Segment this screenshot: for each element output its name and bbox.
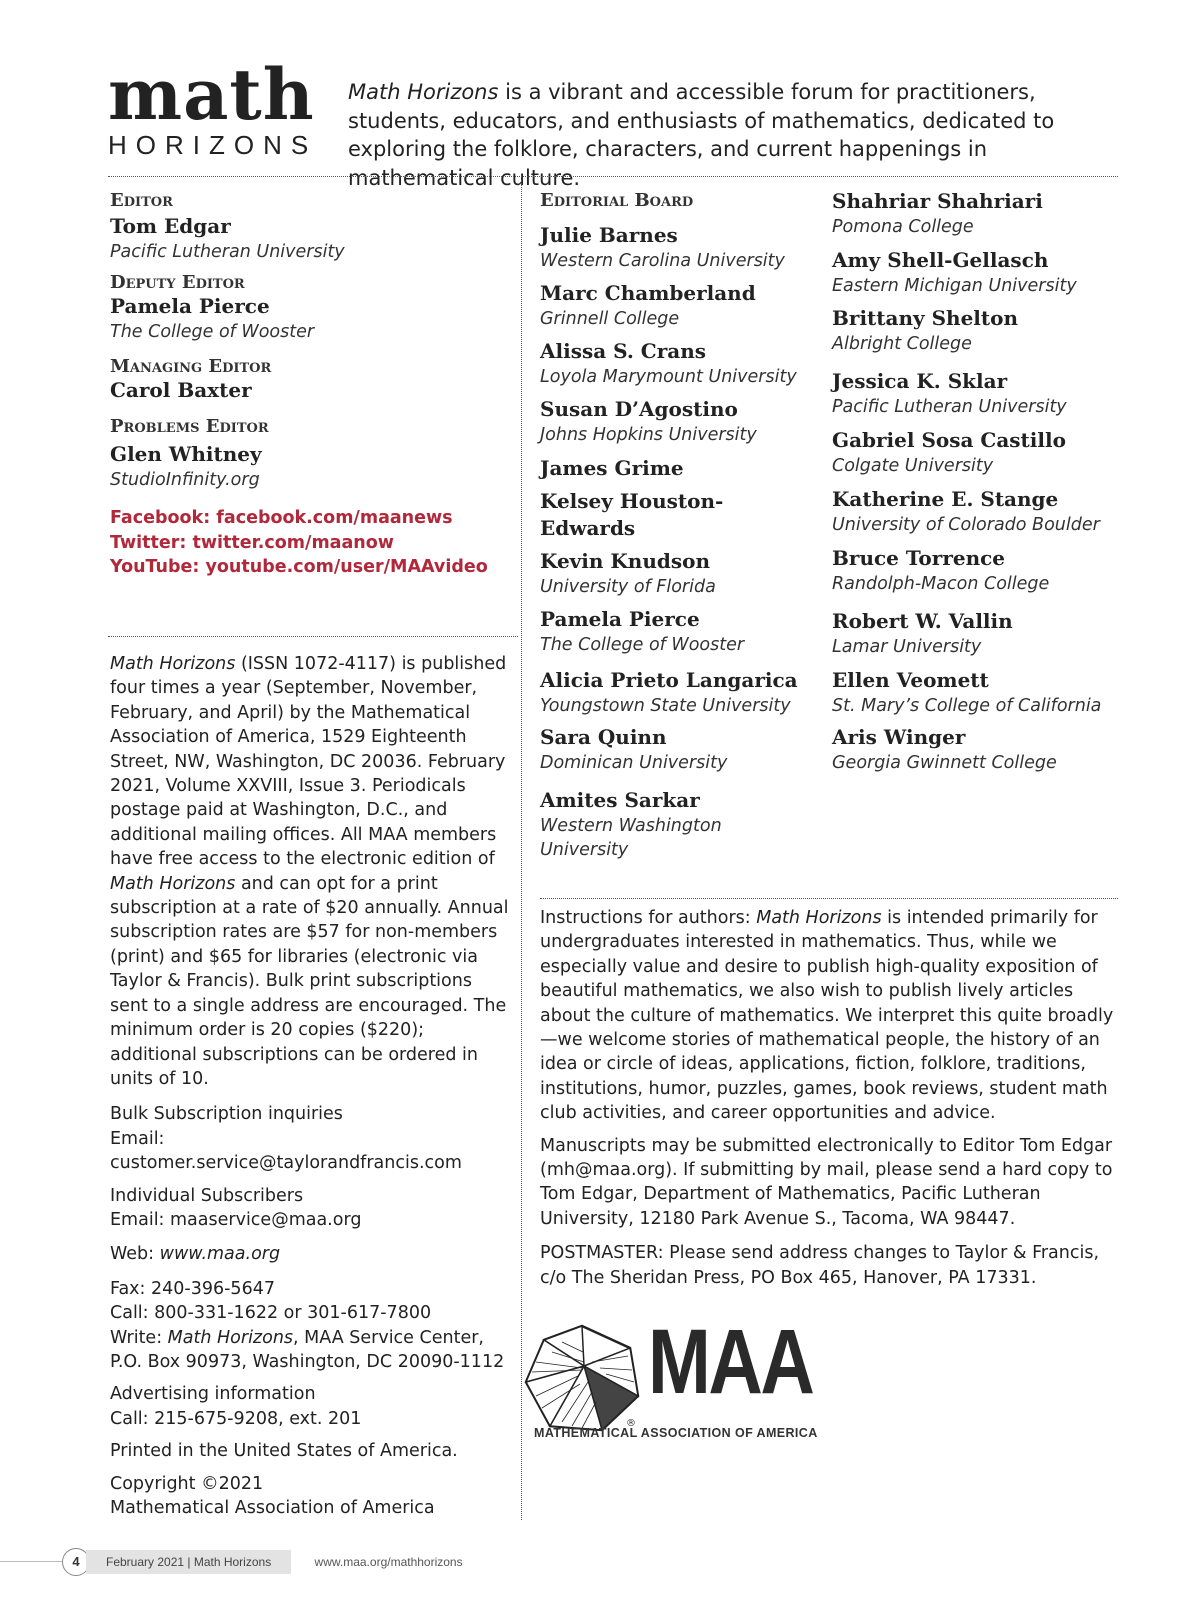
contact-block [110, 1277, 510, 1375]
column-divider [521, 180, 522, 1520]
web-url[interactable]: www.maa.org [159, 1244, 281, 1265]
maa-caption: MATHEMATICAL ASSOCIATION OF AMERICA [534, 1426, 818, 1440]
individual-subscribers [110, 1184, 510, 1233]
board-member [832, 608, 1122, 659]
board-member [540, 455, 810, 482]
maa-logo [522, 1311, 822, 1442]
instructions-paragraph [540, 906, 1118, 1126]
board-member [832, 368, 1122, 419]
board-member-affiliation: Dominican University [540, 753, 728, 773]
editor-name: Tom Edgar [110, 214, 231, 238]
adv-call: Call: 215-675-9208, ext. 201 [110, 1408, 362, 1429]
intro-title: Math Horizons [348, 80, 499, 104]
board-member-affiliation: Grinnell College [540, 309, 680, 329]
board-member-name: Alicia Prieto Langarica [540, 668, 798, 692]
facebook-link[interactable]: Facebook: facebook.com/maanews [110, 508, 453, 528]
advertising-block [110, 1382, 510, 1431]
page-number: 4 [62, 1548, 90, 1576]
intro-paragraph [348, 78, 1118, 192]
board-member [540, 667, 810, 718]
instr-a: Instructions for authors: [540, 908, 757, 928]
editor-affiliation: The College of Wooster [110, 322, 315, 342]
board-member-name: Katherine E. Stange [832, 487, 1059, 511]
polyhedron-icon [522, 1322, 642, 1434]
board-member-name: Shahriar Shahriari [832, 189, 1043, 213]
board-member-affiliation: Georgia Gwinnett College [832, 753, 1057, 773]
board-member-name: Robert W. Vallin [832, 609, 1013, 633]
indiv-email[interactable]: Email: maaservice@maa.org [110, 1209, 362, 1230]
fax: Fax: 240-396-5647 [110, 1278, 275, 1299]
board-member [540, 606, 810, 657]
editor-role: Managing Editor [110, 356, 272, 377]
write-title: Math Horizons [167, 1327, 294, 1348]
editor-role: Problems Editor [110, 416, 269, 437]
adv-label: Advertising information [110, 1384, 316, 1405]
registered-mark: ® [626, 1418, 636, 1429]
editors-block [110, 190, 510, 580]
board-member-affiliation: Colgate University [832, 456, 994, 476]
board-member-name: Kevin Knudson [540, 549, 710, 573]
instr-b: is intended primarily for undergraduates interested in mathematics. Thus, while we especially value and desire to publish high-quality exposition of beautiful mathematics, we also wish to publish lively articles about the culture of mathematics. We interpret this quite broadly—we welcome stories of mathematical people, the history of an idea or circle of ideas, applications, fiction, folklore, traditions, institutions, humor, puzzles, games, book reviews, student math club activities, and career opportunities and advice. [540, 908, 1114, 1124]
copyright: Copyright ©2021 [110, 1473, 264, 1494]
board-member-affiliation: Randolph-Macon College [832, 574, 1050, 594]
logo-math-word: math [108, 53, 315, 136]
call: Call: 800-331-1622 or 301-617-7800 [110, 1303, 432, 1324]
board-member-name: Gabriel Sosa Castillo [832, 428, 1066, 452]
board-member [832, 427, 1122, 478]
board-member-name: Jessica K. Sklar [832, 369, 1008, 393]
board-member-name: Alissa S. Crans [540, 339, 707, 363]
editor-affiliation: StudioInfinity.org [110, 470, 260, 490]
editor-name: Carol Baxter [110, 378, 252, 402]
board-member [832, 667, 1122, 718]
board-member-name: Julie Barnes [540, 223, 678, 247]
logo-horizons-word: HORIZONS [108, 130, 318, 160]
board-member [832, 724, 1122, 775]
board-member-affiliation: Pacific Lutheran University [832, 397, 1067, 417]
board-member-name: Kelsey Houston-Edwards [540, 489, 724, 540]
board-member-name: James Grime [540, 456, 684, 480]
board-member-affiliation: Lamar University [832, 637, 982, 657]
publication-paragraph [110, 652, 510, 1091]
web-label: Web: [110, 1244, 160, 1265]
copyright-block [110, 1472, 510, 1521]
indiv-label: Individual Subscribers [110, 1185, 304, 1206]
board-member-affiliation: Western Washington University [540, 816, 722, 860]
editor-entry [110, 190, 510, 264]
instr-title: Math Horizons [756, 908, 882, 928]
board-column-1 [540, 222, 810, 862]
board-member-name: Ellen Veomett [832, 668, 989, 692]
board-member [832, 545, 1122, 596]
board-member-name: Aris Winger [832, 725, 966, 749]
left-divider [108, 636, 518, 637]
board-member-affiliation: Johns Hopkins University [540, 425, 757, 445]
page-footer [62, 1548, 463, 1576]
pub-text-b: and can opt for a print subscription at a rate of $20 annually. Annual subscription rates are $57 for non-members (print) and $65 for libraries (electronic via Taylor & Francis). Bulk print subscriptions sent to a single address are encouraged. The minimum order is 20 copies ($220); additional subscriptions can be ordered in units of 10. [110, 873, 509, 1089]
board-member-affiliation: The College of Wooster [540, 635, 745, 655]
board-column-2 [832, 188, 1122, 775]
board-member-affiliation: Eastern Michigan University [832, 276, 1077, 296]
editor-name: Pamela Pierce [110, 294, 270, 318]
board-member [540, 222, 810, 273]
board-member-name: Bruce Torrence [832, 546, 1006, 570]
board-member [832, 188, 1122, 239]
board-member-name: Amy Shell-Gellasch [832, 248, 1049, 272]
publication-info [110, 652, 510, 1520]
board-member [540, 396, 810, 447]
write-b: , MAA Service Center, [293, 1327, 484, 1348]
write-a: Write: [110, 1327, 168, 1348]
board-member-affiliation: University of Colorado Boulder [832, 515, 1100, 535]
twitter-link[interactable]: Twitter: twitter.com/maanow [110, 532, 394, 553]
editor-entry [110, 416, 510, 492]
footer-line [0, 1561, 62, 1562]
board-member-name: Amites Sarkar [540, 788, 700, 812]
editor-entry [110, 272, 510, 344]
board-member-name: Pamela Pierce [540, 607, 700, 631]
social-links [110, 506, 510, 580]
printed-line: Printed in the United States of America. [110, 1441, 458, 1462]
board-member-name: Brittany Shelton [832, 306, 1019, 330]
board-member [540, 787, 810, 862]
right-divider [540, 898, 1118, 899]
board-member [540, 338, 810, 389]
board-member-affiliation: Western Carolina University [540, 251, 785, 271]
board-member [832, 486, 1122, 537]
board-heading: Editorial Board [540, 190, 694, 211]
board-member-name: Marc Chamberland [540, 281, 756, 305]
board-member-affiliation: St. Mary’s College of California [832, 696, 1102, 716]
board-member [540, 488, 810, 542]
header-divider [108, 176, 1118, 177]
board-member [540, 548, 810, 599]
manuscripts-paragraph: Manuscripts may be submitted electronically to Editor Tom Edgar (mh@maa.org). If submitting by mail, please send a hard copy to Tom Edgar, Department of Mathematics, Pacific Lutheran University, 12180 Park Avenue S., Tacoma, WA 98447. [540, 1135, 1113, 1229]
board-member [832, 247, 1122, 298]
write-c: P.O. Box 90973, Washington, DC 20090-1112 [110, 1351, 505, 1372]
postmaster-paragraph: POSTMASTER: Please send address changes to Taylor & Francis, c/o The Sheridan Press, PO Box 465, Hanover, PA 17331. [540, 1243, 1100, 1288]
intro-text: is a vibrant and accessible forum for practitioners, students, educators, and enthusiasts of mathematics, dedicated to exploring the folklore, characters, and current happenings in mathematical culture. [348, 80, 1055, 190]
editor-role: Deputy Editor [110, 272, 245, 293]
board-member-affiliation: Pomona College [832, 217, 974, 237]
pub-title: Math Horizons [110, 654, 236, 674]
bulk-email[interactable]: Email: customer.service@taylorandfrancis.com [110, 1128, 462, 1174]
bulk-subscription [110, 1102, 510, 1175]
board-member [540, 280, 810, 331]
pub-title-2: Math Horizons [110, 873, 236, 894]
pub-text-a: (ISSN 1072-4117) is published four times a year (September, November, February, and April) by the Mathematical Association of America, 1529 Eighteenth Street, NW, Washington, DC 20036. February 2021, Volume XXVIII, Issue 3. Periodicals postage paid at Washington, D.C., and additional mailing offices. All MAA members have free access to the electronic edition of [110, 654, 507, 870]
bulk-label: Bulk Subscription inquiries [110, 1104, 343, 1125]
youtube-link[interactable]: YouTube: youtube.com/user/MAAvideo [110, 557, 488, 577]
copyright-org: Mathematical Association of America [110, 1498, 435, 1518]
board-member-name: Susan D’Agostino [540, 397, 738, 421]
board-member-affiliation: Loyola Marymount University [540, 367, 797, 387]
maa-letters: MAA [648, 1311, 813, 1413]
board-member-name: Sara Quinn [540, 725, 667, 749]
board-member-affiliation: University of Florida [540, 577, 716, 597]
editor-role: Editor [110, 190, 173, 211]
issue-label: February 2021 | Math Horizons [86, 1550, 291, 1574]
board-member-affiliation: Youngstown State University [540, 696, 791, 716]
author-instructions [540, 906, 1118, 1290]
editor-affiliation: Pacific Lutheran University [110, 242, 345, 262]
board-member-affiliation: Albright College [832, 334, 972, 354]
board-member [832, 305, 1122, 356]
footer-url[interactable]: www.maa.org/mathhorizons [314, 1555, 463, 1569]
editor-entry [110, 356, 510, 404]
editor-name: Glen Whitney [110, 442, 262, 466]
board-member [540, 724, 810, 775]
web-line [110, 1242, 510, 1266]
